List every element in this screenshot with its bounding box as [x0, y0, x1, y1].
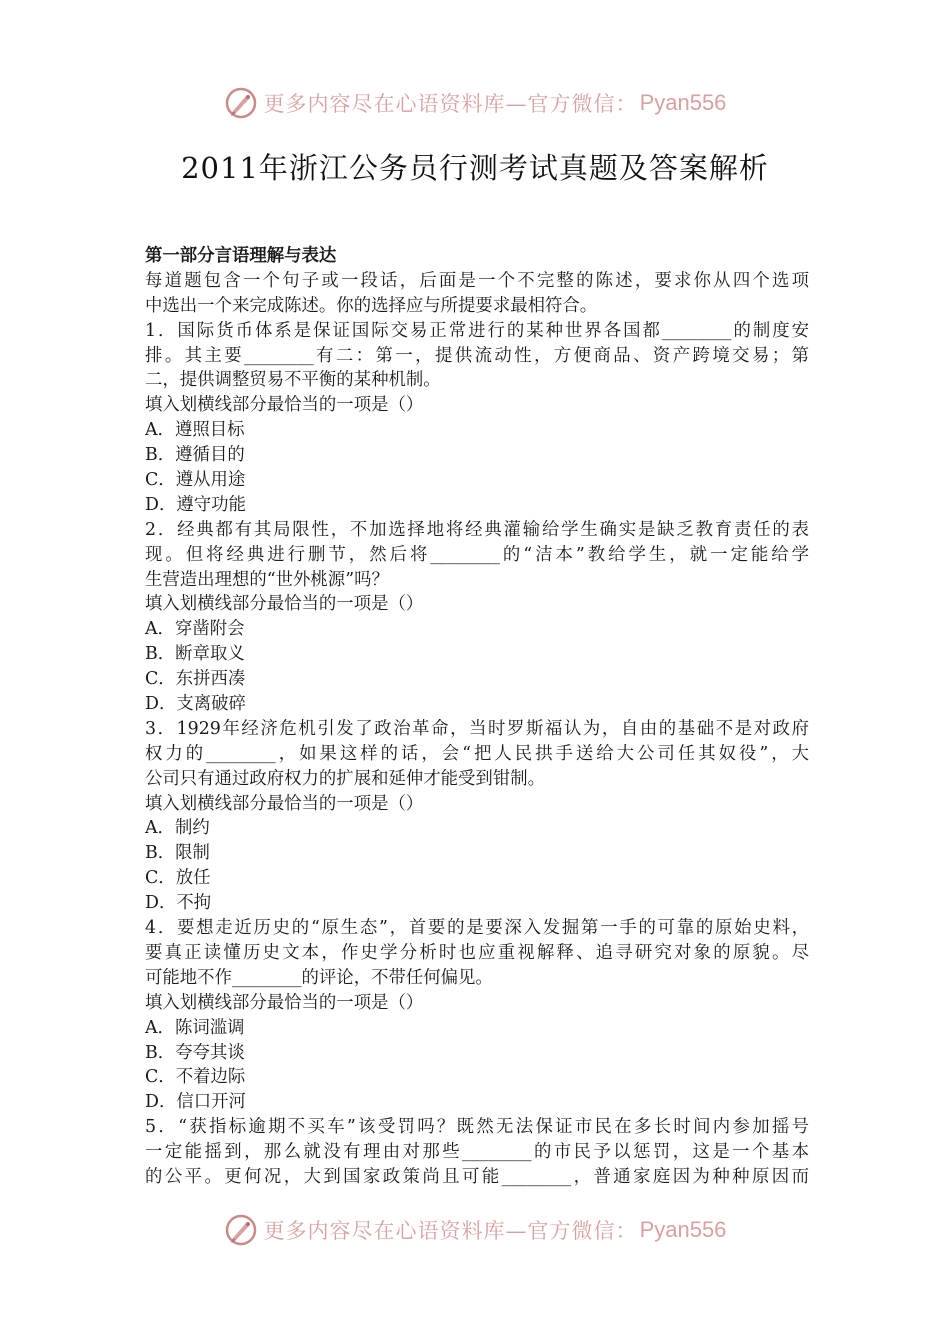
text-line: 的公平。更何况，大到国家政策尚且可能________，普通家庭因为种种原因而 [145, 1166, 809, 1187]
text-line: 5．“获指标逾期不买车”该受罚吗？既然无法保证市民在多长时间内参加摇号 [145, 1117, 809, 1138]
text-line: 3．1929年经济危机引发了政治革命，当时罗斯福认为，自由的基础不是对政府 [145, 718, 809, 739]
text-line: B．夸夸其谈 [145, 1042, 245, 1063]
text-line: 公司只有通过政府权力的扩展和延伸才能受到钳制。 [145, 768, 545, 789]
document-body [145, 244, 809, 1190]
text-line: 中选出一个来完成陈述。你的选择应与所提要求最相符合。 [145, 295, 598, 316]
text-line: 2．经典都有其局限性，不加选择地将经典灌输给学生确实是缺乏教育责任的表 [145, 519, 809, 540]
text-line: 要真正读懂历史文本，作史学分析时也应重视解释、追寻研究对象的原貌。尽 [145, 942, 809, 963]
text-line: 填入划横线部分最恰当的一项是（） [145, 594, 424, 615]
text-line: 填入划横线部分最恰当的一项是（） [145, 793, 424, 814]
text-line: A．制约 [145, 818, 210, 839]
banner-text: 更多内容尽在心语资料库—官方微信： [263, 1219, 638, 1243]
text-line: C．不着边际 [145, 1067, 246, 1088]
section-title: 第一部分言语理解与表达 [145, 246, 337, 266]
banner-text: 更多内容尽在心语资料库—官方微信： [263, 92, 638, 116]
text-line: C．遵从用途 [145, 470, 246, 491]
banner-handle: Pyan556 [639, 1217, 727, 1242]
text-line: 每道题包含一个句子或一段话，后面是一个不完整的陈述，要求你从四个选项 [145, 270, 809, 291]
text-line: B．断章取义 [145, 644, 245, 665]
text-line: A．遵照目标 [145, 420, 245, 441]
text-line: B．限制 [145, 843, 210, 864]
text-line: 填入划横线部分最恰当的一项是（） [145, 992, 424, 1013]
text-line: 一定能摇到，那么就没有理由对那些________的市民予以惩罚，这是一个基本 [145, 1142, 809, 1163]
text-line: D．不拘 [145, 893, 212, 914]
text-line: 生营造出理想的“世外桃源”吗？ [145, 569, 389, 590]
text-line: C．东拼西凑 [145, 669, 246, 690]
text-line: A．穿凿附会 [145, 619, 245, 640]
text-line: D．支离破碎 [145, 694, 246, 715]
footer-banner [0, 1210, 950, 1250]
text-line: 可能地不作________的评论，不带任何偏见。 [145, 967, 493, 988]
banner-handle: Pyan556 [639, 90, 727, 115]
text-line: 权力的________，如果这样的话，会“把人民拱手送给大公司任其奴役”，大 [145, 743, 809, 764]
text-line: D．信口开河 [145, 1092, 246, 1113]
text-line: 4．要想走近历史的“原生态”，首要的是要深入发掘第一手的可靠的原始史料， [145, 918, 809, 939]
text-line: B．遵循目的 [145, 445, 245, 466]
text-line: 现。但将经典进行删节，然后将________的“洁本”教给学生，就一定能给学 [145, 544, 809, 565]
pen-logo-icon [224, 1213, 258, 1247]
text-line: 二，提供调整贸易不平衡的某种机制。 [145, 370, 441, 391]
document-title: 2011年浙江公务员行测考试真题及答案解析 [181, 151, 769, 185]
header-banner [0, 83, 950, 123]
text-line: 填入划横线部分最恰当的一项是（） [145, 395, 424, 416]
text-line: C．放任 [145, 868, 211, 889]
text-lines [145, 269, 809, 1190]
text-line: 1．国际货币体系是保证国际交易正常进行的某种世界各国都________的制度安 [145, 320, 809, 341]
pen-logo-icon [224, 86, 258, 120]
text-line: D．遵守功能 [145, 494, 246, 515]
text-line: A．陈词滥调 [145, 1017, 245, 1038]
text-line: 排。其主要________有二：第一，提供流动性，方便商品、资产跨境交易；第 [145, 345, 809, 366]
